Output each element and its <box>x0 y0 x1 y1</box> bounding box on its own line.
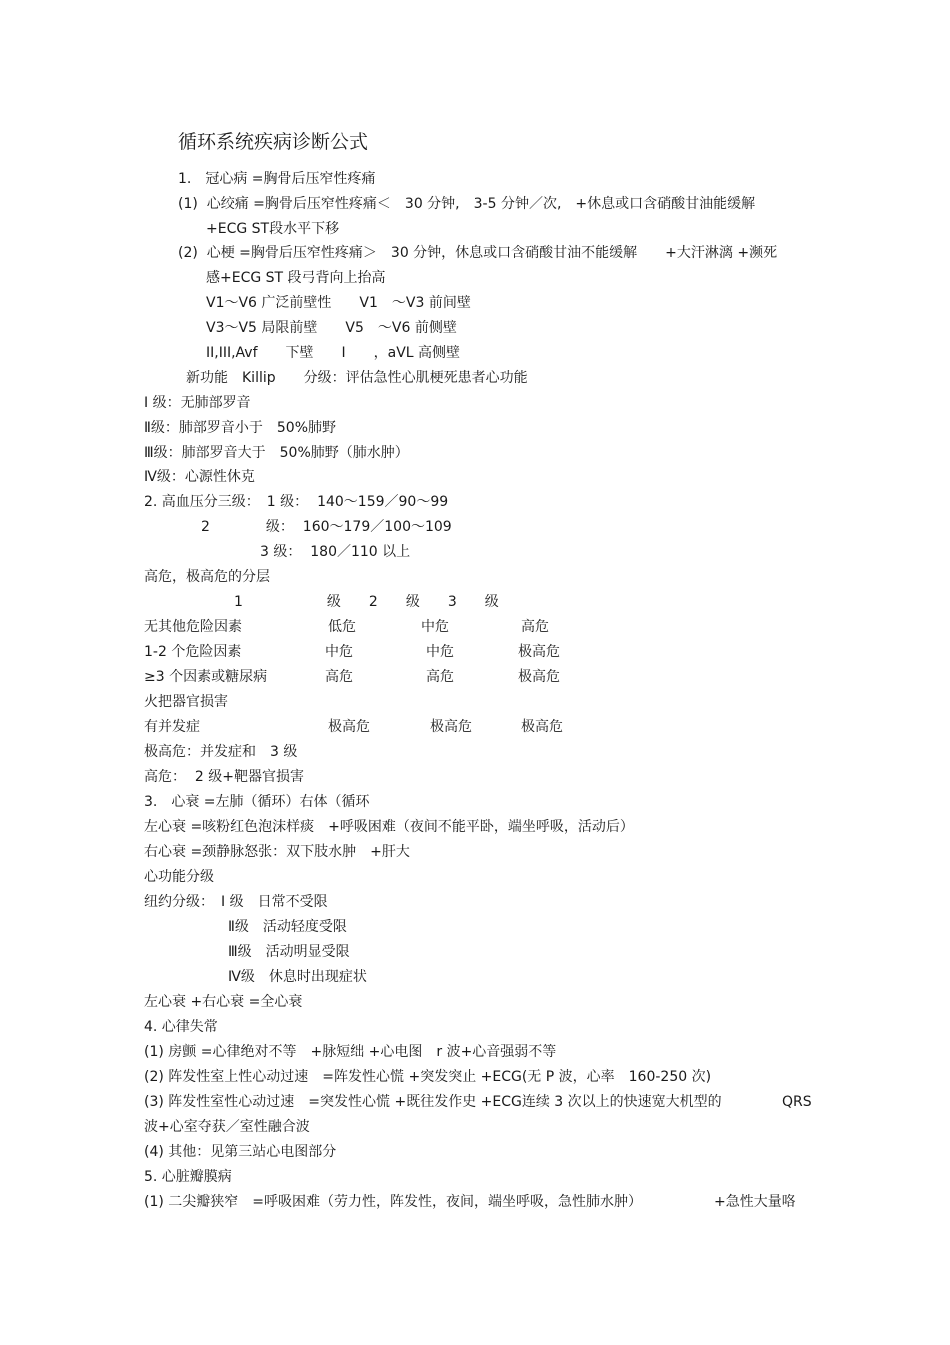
risk-table-row-label: ≥3 个因素或糖尿病 <box>144 669 268 685</box>
text-line: (4) 其他：见第三站心电图部分 <box>144 1144 337 1160</box>
text-line: V1～V6 广泛前壁性 V1 ～V3 前间壁 <box>206 295 471 311</box>
text-line: 2. 高血压分三级： 1 级： 140～159／90～99 <box>144 494 449 510</box>
risk-table-cell: 极高危 <box>328 719 370 735</box>
text-line: 纽约分级： I 级 日常不受限 <box>144 894 328 910</box>
risk-table-cell: 极高危 <box>430 719 472 735</box>
text-line: 感+ECG ST 段弓背向上抬高 <box>206 270 386 286</box>
text-line: 高危： 2 级+靶器官损害 <box>144 769 304 785</box>
text-line: 4. 心律失常 <box>144 1019 218 1035</box>
text-line: 高危，极高危的分层 <box>144 569 270 585</box>
text-line: 左心衰 +右心衰 =全心衰 <box>144 994 303 1010</box>
text-line: (1) 心绞痛 =胸骨后压窄性疼痛＜ 30 分钟, 3-5 分钟／次, +休息或口含硝酸甘油能缓解 <box>178 196 756 212</box>
risk-table-cell: 极高危 <box>518 644 560 660</box>
text-line: I 级：无肺部罗音 <box>144 395 251 411</box>
text-line: Ⅳ级：心源性休克 <box>144 469 255 485</box>
text-line: 心功能分级 <box>144 869 214 885</box>
document-title: 循环系统疾病诊断公式 <box>178 131 369 153</box>
risk-table-cell: 高危 <box>426 669 454 685</box>
risk-table-cell: 中危 <box>426 644 454 660</box>
risk-table-row-label: 有并发症 <box>144 719 200 735</box>
text-line: Ⅱ级 活动轻度受限 <box>228 919 347 935</box>
text-line: Ⅳ级 休息时出现症状 <box>228 969 367 985</box>
text-line: 右心衰 =颈静脉怒张：双下肢水肿 +肝大 <box>144 844 410 860</box>
text-line: +急性大量咯 <box>714 1194 796 1210</box>
risk-table-row-label: 火把器官损害 <box>144 694 228 710</box>
text-line: QRS <box>782 1094 812 1110</box>
text-line: 左心衰 =咳粉红色泡沫样痰 +呼吸困难（夜间不能平卧，端坐呼吸，活动后） <box>144 819 634 835</box>
text-line: Ⅲ级：肺部罗音大于 50%肺野（肺水肿） <box>144 445 409 461</box>
text-line: (1) 房颤 =心律绝对不等 +脉短绌 +心电图 r 波+心音强弱不等 <box>144 1044 557 1060</box>
text-line: 1. 冠心病 =胸骨后压窄性疼痛 <box>178 171 376 187</box>
risk-table-cell: 极高危 <box>521 719 563 735</box>
risk-table-cell: 中危 <box>325 644 353 660</box>
text-line: 新功能 Killip 分级：评估急性心肌梗死患者心功能 <box>186 370 528 386</box>
risk-table-cell: 高危 <box>521 619 549 635</box>
text-line: V3～V5 局限前壁 V5 ～V6 前侧壁 <box>206 320 457 336</box>
text-line: (3) 阵发性室性心动过速 =突发性心慌 +既往发作史 +ECG连续 3 次以上的快速宽大机型的 <box>144 1094 722 1110</box>
text-line: 2 级： 160～179／100～109 <box>201 519 452 535</box>
risk-table-row-label: 无其他危险因素 <box>144 619 242 635</box>
text-line: 极高危：并发症和 3 级 <box>144 744 298 760</box>
text-line: 3 级： 180／110 以上 <box>260 544 411 560</box>
risk-table-cell: 低危 <box>328 619 356 635</box>
text-line: II,III,Avf 下壁 I ，aVL 高侧壁 <box>206 345 461 361</box>
risk-table-row-label: 1-2 个危险因素 <box>144 644 242 660</box>
text-line: 波+心室夺获／室性融合波 <box>144 1119 310 1135</box>
text-line: 3. 心衰 =左肺（循环）右体（循环 <box>144 794 370 810</box>
text-line: 5. 心脏瓣膜病 <box>144 1169 232 1185</box>
text-line: (1) 二尖瓣狭窄 =呼吸困难（劳力性，阵发性，夜间，端坐呼吸，急性肺水肿） <box>144 1194 643 1210</box>
risk-table-cell: 高危 <box>325 669 353 685</box>
text-line: +ECG ST段水平下移 <box>206 221 340 237</box>
risk-table-cell: 中危 <box>421 619 449 635</box>
risk-table-header: 1 级 2 级 3 级 <box>234 594 499 610</box>
text-line: Ⅱ级：肺部罗音小于 50%肺野 <box>144 420 337 436</box>
text-line: (2) 阵发性室上性心动过速 =阵发性心慌 +突发突止 +ECG(无 P 波，心率 160-250 次) <box>144 1069 712 1085</box>
text-line: Ⅲ级 活动明显受限 <box>228 944 350 960</box>
risk-table-cell: 极高危 <box>518 669 560 685</box>
text-line: (2) 心梗 =胸骨后压窄性疼痛＞ 30 分钟，休息或口含硝酸甘油不能缓解 +大汗淋漓 +濒死 <box>178 245 778 261</box>
